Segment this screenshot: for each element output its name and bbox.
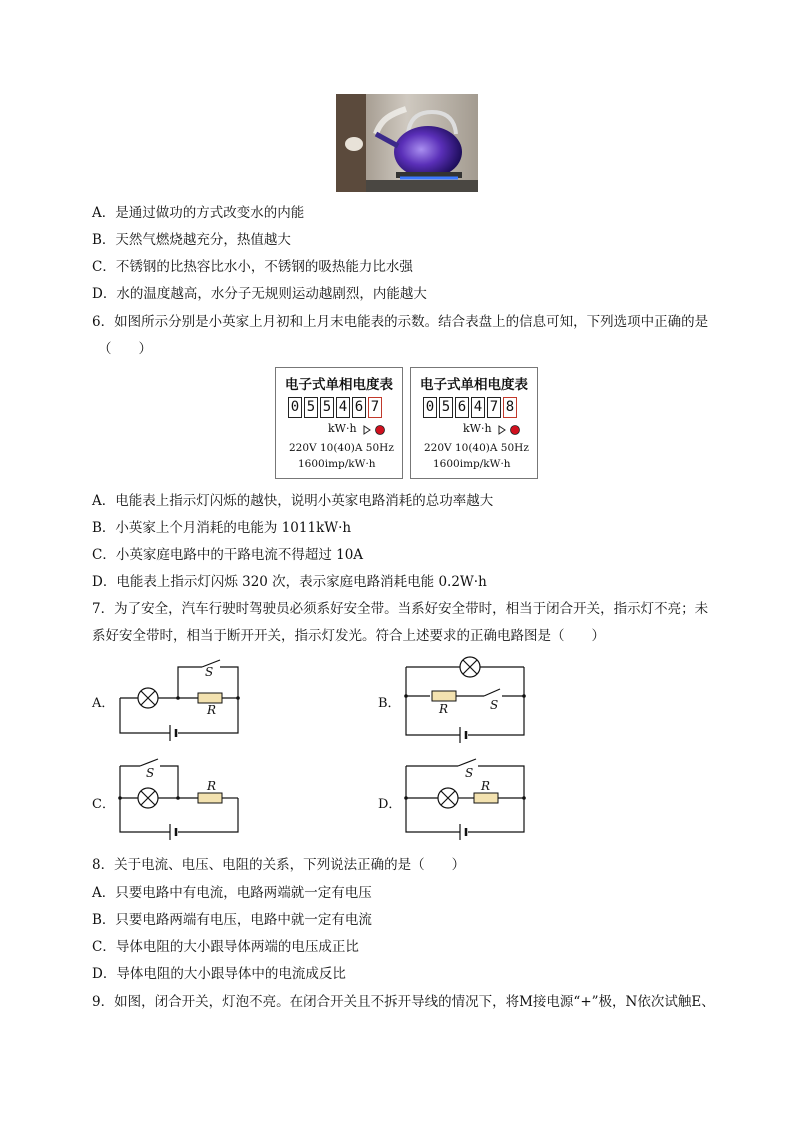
switch-label: S [490, 698, 499, 712]
meter-digit: 4 [336, 397, 350, 418]
resistor-label: R [481, 779, 491, 793]
circuit-c-label: C． [92, 797, 115, 812]
switch-label: S [465, 766, 474, 780]
q7-stem-2: 系好安全带时，相当于断开开关，指示灯发光。符合上述要求的正确电路图是（ ） [92, 628, 605, 644]
q6-stem: 6．如图所示分别是小英家上月初和上月末电能表的示数。结合表盘上的信息可知，下列选项中正确的是 [92, 314, 709, 330]
meter-spec-1: 220V 10(40)A 50Hz [289, 442, 394, 454]
meter-digit: 5 [439, 397, 453, 418]
circuit-b-diagram [398, 655, 533, 750]
circuit-d-label: D． [378, 797, 402, 812]
meter-digit: 4 [471, 397, 485, 418]
q5-option-b: B．天然气燃烧越充分，热值越大 [92, 232, 291, 248]
q8-stem: 8．关于电流、电压、电阻的关系，下列说法正确的是（ ） [92, 857, 466, 873]
resistor-label: R [439, 702, 449, 716]
q7-stem-1: 7．为了安全，汽车行驶时驾驶员必须系好安全带。当系好安全带时，相当于闭合开关，指示灯不亮；未 [92, 601, 709, 617]
kettle-photo [336, 94, 478, 192]
indicator-light-icon [362, 424, 390, 436]
meter-digit: 7 [368, 397, 382, 418]
q5-option-d: D．水的温度越高，水分子无规则运动越剧烈，内能越大 [92, 286, 427, 302]
meter-digit: 7 [487, 397, 501, 418]
meter-digit: 5 [320, 397, 334, 418]
q8-option-d: D．导体电阻的大小跟导体中的电流成反比 [92, 966, 346, 982]
meter-spec-2: 1600imp/kW·h [433, 458, 511, 470]
resistor-label: R [207, 703, 217, 717]
meter-unit: kW·h [463, 422, 492, 435]
meter-digit: 0 [423, 397, 437, 418]
meter-spec-2: 1600imp/kW·h [298, 458, 376, 470]
meter-digit: 5 [304, 397, 318, 418]
q8-option-a: A．只要电路中有电流，电路两端就一定有电压 [92, 885, 372, 901]
meter-start [275, 367, 403, 479]
meter-title: 电子式单相电度表 [420, 377, 528, 393]
meter-title: 电子式单相电度表 [285, 377, 393, 393]
circuit-c-diagram [112, 758, 247, 848]
meter-digit: 6 [455, 397, 469, 418]
circuit-a-diagram [112, 655, 247, 750]
meter-digit: 6 [352, 397, 366, 418]
q5-option-a: A．是通过做功的方式改变水的内能 [92, 205, 305, 221]
switch-label: S [146, 766, 155, 780]
meter-unit: kW·h [328, 422, 357, 435]
circuit-a-label: A． [92, 696, 115, 711]
q5-option-c: C．不锈钢的比热容比水小，不锈钢的吸热能力比水强 [92, 259, 413, 275]
meter-digit: 8 [503, 397, 517, 418]
circuit-b-label: B． [378, 696, 401, 711]
q6-option-d: D．电能表上指示灯闪烁 320 次，表示家庭电路消耗电能 0.2W·h [92, 574, 487, 590]
q8-option-b: B．只要电路两端有电压，电路中就一定有电流 [92, 912, 372, 928]
q6-option-c: C．小英家庭电路中的干路电流不得超过 10A [92, 547, 364, 563]
meter-end [410, 367, 538, 479]
indicator-light-icon [497, 424, 525, 436]
resistor-label: R [207, 779, 217, 793]
switch-label: S [205, 665, 214, 679]
q6-paren: （ ） [98, 341, 152, 357]
meter-digit: 0 [288, 397, 302, 418]
q9-stem: 9．如图，闭合开关，灯泡不亮。在闭合开关且不拆开导线的情况下，将M接电源“+”极，N依次试触E、 [92, 994, 715, 1010]
meter-spec-1: 220V 10(40)A 50Hz [424, 442, 529, 454]
q6-option-b: B．小英家上个月消耗的电能为 1011kW·h [92, 520, 352, 536]
q8-option-c: C．导体电阻的大小跟导体两端的电压成正比 [92, 939, 359, 955]
q6-option-a: A．电能表上指示灯闪烁的越快，说明小英家电路消耗的总功率越大 [92, 493, 494, 509]
